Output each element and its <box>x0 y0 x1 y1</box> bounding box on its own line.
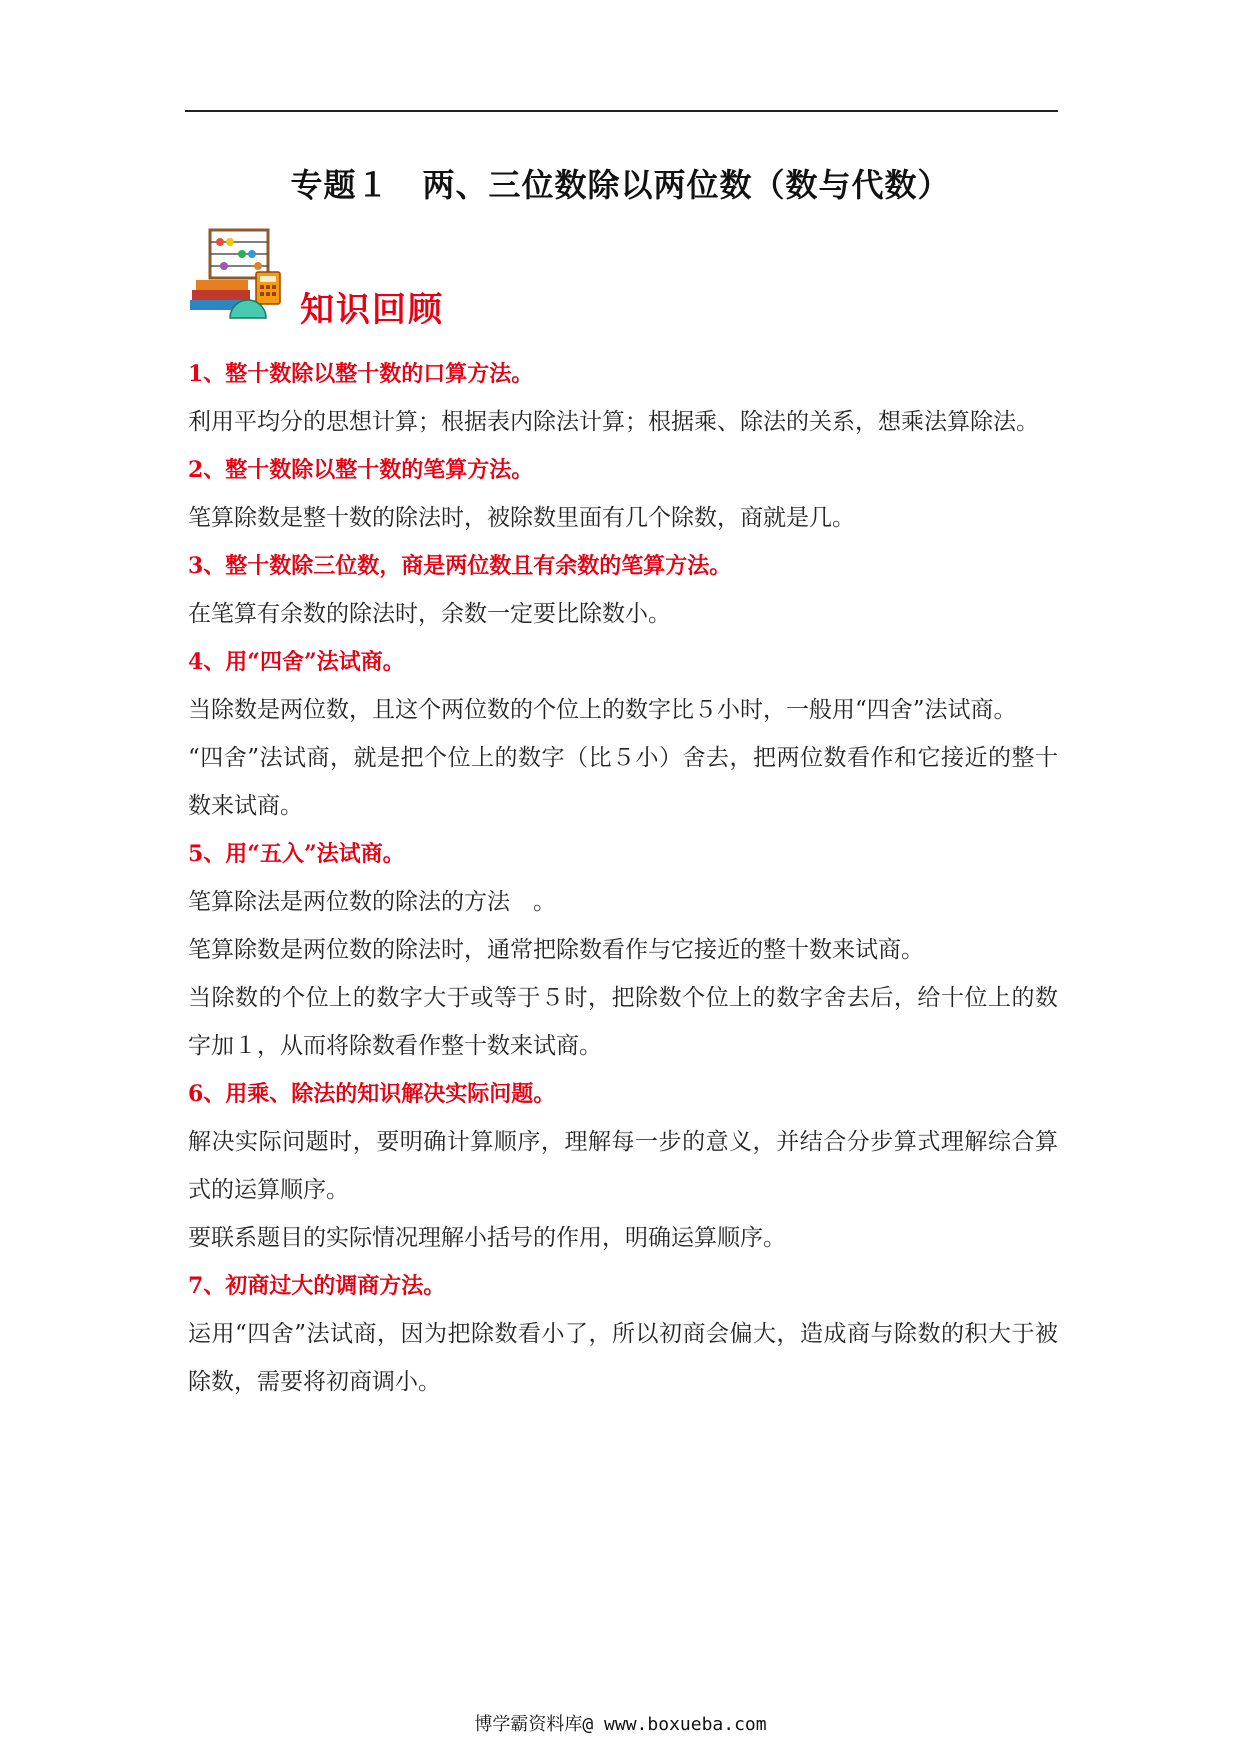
item-paragraph-5-2: 笔算除数是两位数的除法时，通常把除数看作与它接近的整十数来试商。 <box>188 937 924 963</box>
item-paragraph-5-3: 当除数的个位上的数字大于或等于５时，把除数个位上的数字舍去后，给十位上的数字加１，从而将除数看作整十数来试商。 <box>188 985 1058 1059</box>
item-heading-2: 2、整十数除以整十数的笔算方法。 <box>188 457 534 483</box>
header-rule <box>185 110 1058 112</box>
item-paragraph-2-1: 笔算除数是整十数的除法时，被除数里面有几个除数，商就是几。 <box>188 505 855 531</box>
item-heading-6: 6、用乘、除法的知识解决实际问题。 <box>188 1081 556 1107</box>
item-paragraph-6-1: 解决实际问题时，要明确计算顺序，理解每一步的意义，并结合分步算式理解综合算式的运算顺序。 <box>188 1129 1058 1203</box>
item-paragraph-4-2: “四舍”法试商，就是把个位上的数字（比５小）舍去，把两位数看作和它接近的整十数来试商。 <box>188 745 1058 819</box>
item-heading-4: 4、用“四舍”法试商。 <box>188 649 405 675</box>
item-heading-5: 5、用“五入”法试商。 <box>188 841 405 867</box>
item-paragraph-4-1: 当除数是两位数，且这个两位数的个位上的数字比５小时，一般用“四舍”法试商。 <box>188 697 1017 723</box>
item-heading-7: 7、初商过大的调商方法。 <box>188 1273 446 1299</box>
section-banner <box>190 222 610 332</box>
item-paragraph-3-1: 在笔算有余数的除法时，余数一定要比除数小。 <box>188 601 671 627</box>
page-footer: 博学霸资料库@ www.boxueba.com <box>474 1714 767 1735</box>
section-title: 知识回顾 <box>300 290 444 330</box>
knowledge-content <box>188 350 1058 1406</box>
item-paragraph-5-1: 笔算除法是两位数的除法的方法 。 <box>188 889 556 915</box>
item-heading-1: 1、整十数除以整十数的口算方法。 <box>188 361 534 387</box>
item-paragraph-6-2: 要联系题目的实际情况理解小括号的作用，明确运算顺序。 <box>188 1225 786 1251</box>
abacus-books-icon <box>190 222 290 322</box>
item-paragraph-1-1: 利用平均分的思想计算；根据表内除法计算；根据乘、除法的关系，想乘法算除法。 <box>188 409 1039 435</box>
item-heading-3: 3、整十数除三位数，商是两位数且有余数的笔算方法。 <box>188 553 732 579</box>
page-title: 专题１ 两、三位数除以两位数（数与代数） <box>290 166 951 204</box>
item-paragraph-7-1: 运用“四舍”法试商，因为把除数看小了，所以初商会偏大，造成商与除数的积大于被除数，需要将初商调小。 <box>188 1321 1058 1395</box>
